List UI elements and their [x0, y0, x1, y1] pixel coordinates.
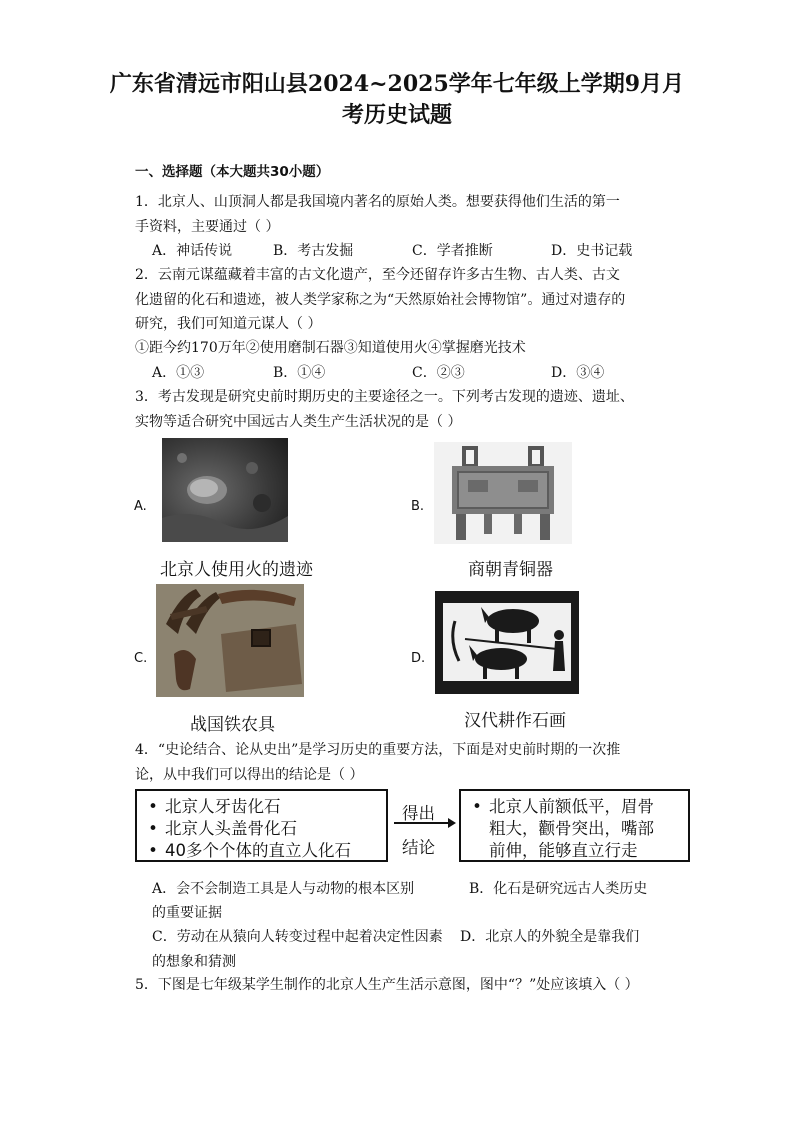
q2-option-b: B．①④ — [273, 365, 326, 381]
fire-remains-photo — [162, 438, 288, 542]
right-arrow-icon — [392, 816, 458, 830]
exam-title-line2: 考历史试题 — [341, 102, 452, 128]
q3-stem-line2: 实物等适合研究中国远古人类生产生活状况的是（ ） — [135, 414, 462, 430]
q1-option-c: C．学者推断 — [412, 243, 493, 259]
q1-stem-line2: 手资料，主要通过（ ） — [135, 219, 280, 235]
q2-option-a: A．①③ — [152, 365, 205, 381]
q1-stem-line1: 1．北京人、山顶洞人都是我国境内著名的原始人类。想要获得他们生活的第一 — [135, 194, 620, 210]
q4-option-a: A．会不会制造工具是人与动物的根本区别 — [152, 881, 415, 897]
q5-stem-line1: 5．下图是七年级某学生制作的北京人生产生活示意图，图中“？”处应该填入（ ） — [135, 977, 639, 993]
evidence-item: • 北京人牙齿化石 — [141, 796, 382, 818]
q3-option-c-caption: 战国铁农具 — [190, 715, 275, 735]
q2-option-d: D．③④ — [551, 365, 605, 381]
q3-option-b-caption: 商朝青铜器 — [468, 560, 553, 580]
q2-stem-line2: 化遗留的化石和遗迹，被人类学家称之为“天然原始社会博物馆”。通过对遗存的 — [135, 292, 626, 308]
q4-option-b-cont: 的重要证据 — [152, 905, 222, 921]
q3-option-d-letter: D. — [411, 651, 426, 666]
han-ox-plough-stone-relief-photo — [435, 591, 579, 694]
iron-tools-photo — [156, 584, 304, 697]
conclusion-box — [459, 789, 690, 862]
exam-title-line1: 广东省清远市阳山县2024~2025学年七年级上学期9月月 — [109, 71, 685, 97]
q4-stem-line2: 论，从中我们可以得出的结论是（ ） — [135, 767, 364, 783]
q4-option-c: C．劳动在从猿向人转变过程中起着决定性因素 — [152, 929, 443, 945]
q3-stem-line1: 3．考古发现是研究史前时期历史的主要途径之一。下列考古发现的遗迹、遗址、 — [135, 389, 634, 405]
bronze-ding-photo — [434, 442, 572, 544]
arrow-label-bottom: 结论 — [402, 838, 435, 857]
conclusion-line: 前伸，能够直立行走 — [489, 841, 638, 860]
arrow-label-top: 得出 — [402, 804, 435, 823]
q3-option-a-letter: A. — [134, 499, 147, 514]
q4-option-b: B．化石是研究远古人类历史 — [469, 881, 648, 897]
q1-option-d: D．史书记载 — [551, 243, 633, 259]
q2-stem-line1: 2．云南元谋蕴藏着丰富的古文化遗产，至今还留存许多古生物、古人类、古文 — [135, 267, 620, 283]
q2-statements: ①距今约170万年②使用磨制石器③知道使用火④掌握磨光技术 — [135, 340, 526, 356]
q1-option-a: A．神话传说 — [152, 243, 233, 259]
q4-option-d: D．北京人的外貌全是靠我们 — [460, 929, 640, 945]
conclusion-line: 粗大，颧骨突出，嘴部 — [489, 819, 654, 838]
q3-option-d-caption: 汉代耕作石画 — [464, 711, 566, 731]
q1-option-b: B．考古发掘 — [273, 243, 354, 259]
evidence-box — [135, 789, 388, 862]
q3-option-a-caption: 北京人使用火的遗迹 — [160, 560, 313, 580]
q2-stem-line3: 研究，我们可知道元谋人（ ） — [135, 316, 322, 332]
q4-option-d-cont: 的想象和猜测 — [152, 954, 236, 970]
conclusion-line: • 北京人前额低平，眉骨 — [465, 796, 684, 818]
q4-stem-line1: 4．“史论结合、论从史出”是学习历史的重要方法，下面是对史前时期的一次推 — [135, 742, 621, 758]
q3-option-b-letter: B. — [411, 499, 425, 514]
section-heading: 一、选择题（本大题共30小题） — [135, 164, 330, 180]
evidence-item: • 北京人头盖骨化石 — [141, 818, 382, 840]
q2-option-c: C．②③ — [412, 365, 465, 381]
evidence-item: • 40多个个体的直立人化石 — [141, 840, 382, 862]
q3-option-c-letter: C. — [134, 651, 148, 666]
